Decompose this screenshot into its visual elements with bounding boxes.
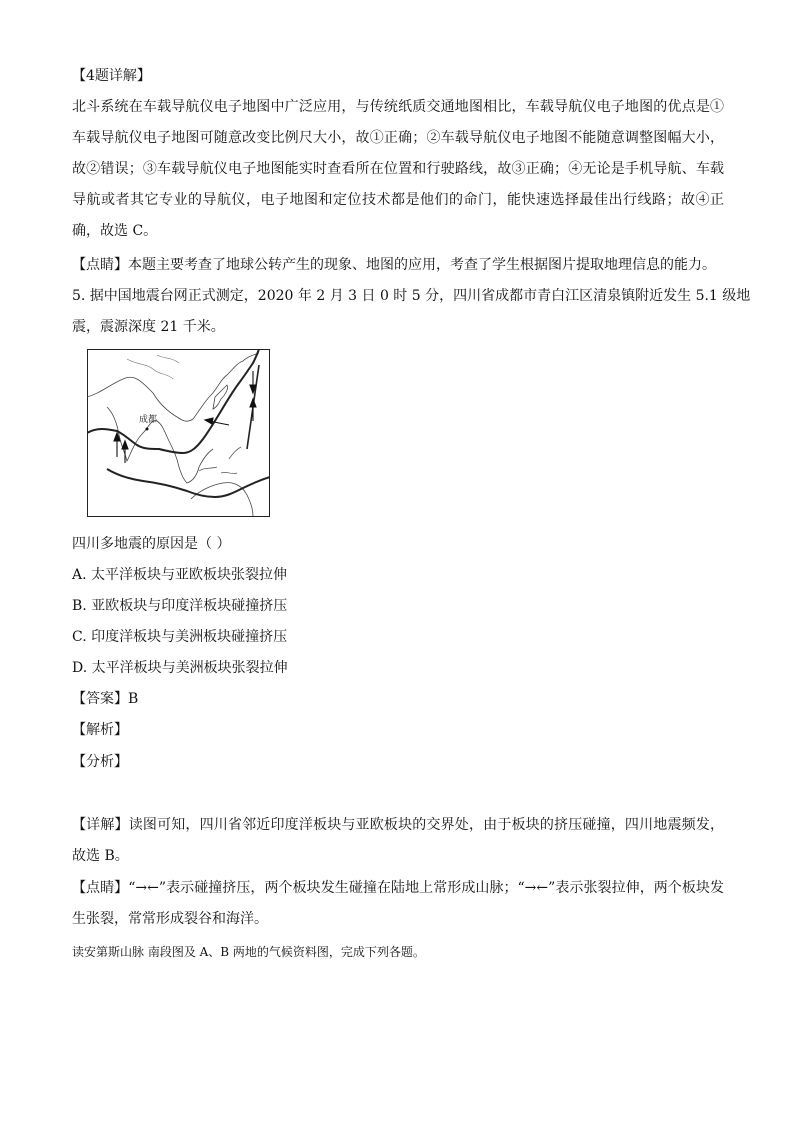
chengdu-dot xyxy=(146,428,149,431)
q4-comment: 【点睛】本题主要考查了地球公转产生的现象、地图的应用，考查了学生根据图片提取地理信息的能力。 xyxy=(72,257,716,273)
q5-stem-line2: 震，震源深度 21 千米。 xyxy=(72,319,225,335)
q5-fenxi-header: 【分析】 xyxy=(72,754,128,770)
q4-detail-header: 【4题详解】 xyxy=(72,68,151,84)
plate-map-figure xyxy=(87,349,270,517)
next-section-intro: 读安第斯山脉 南段图及 A、B 两地的气候资料图，完成下列各题。 xyxy=(72,945,425,959)
q5-stem-line1: 5. 据中国地震台网正式测定，2020 年 2 月 3 日 0 时 5 分，四川省成都市青白江区清泉镇附近发生 5.1 级地 xyxy=(72,288,751,304)
q5-answer: 【答案】B xyxy=(72,691,139,707)
q5-option-a: A. 太平洋板块与亚欧板块张裂拉伸 xyxy=(72,567,288,583)
q5-analysis-header: 【解析】 xyxy=(72,722,128,738)
plate-map-svg xyxy=(87,349,270,517)
q5-detail: 【详解】读图可知，四川省邻近印度洋板块与亚欧板块的交界处，由于板块的挤压碰撞，四川地震频发，故选 B。 xyxy=(72,817,724,864)
q5-comment: 【点睛】“→←”表示碰撞挤压，两个板块发生碰撞在陆地上常形成山脉；“→←”表示张裂拉伸，两个板块发生张裂，常常形成裂谷和海洋。 xyxy=(72,880,724,927)
q5-option-d: D. 太平洋板块与美洲板块张裂拉伸 xyxy=(72,660,288,676)
q5-question: 四川多地震的原因是（ ） xyxy=(72,536,231,552)
q5-option-c: C. 印度洋板块与美洲板块碰撞挤压 xyxy=(72,629,288,645)
q5-option-b: B. 亚欧板块与印度洋板块碰撞挤压 xyxy=(72,598,288,614)
q4-detail-text: 北斗系统在车载导航仪电子地图中广泛应用，与传统纸质交通地图相比，车载导航仪电子地图的优点是①车载导航仪电子地图可随意改变比例尺大小，故①正确；②车载导航仪电子地图不能随意调整图幅大小，故②错误；③车载导航仪电子地图能实时查看所在位置和行驶路线，故③正确；④无论是手机导航、车载导航或者其它专业的导航仪，电子地图和定位技术都是他们的命门，能快速选择最佳出行线路；故④正确，故选 C。 xyxy=(72,99,724,239)
chengdu-label: 成都 xyxy=(139,415,158,425)
